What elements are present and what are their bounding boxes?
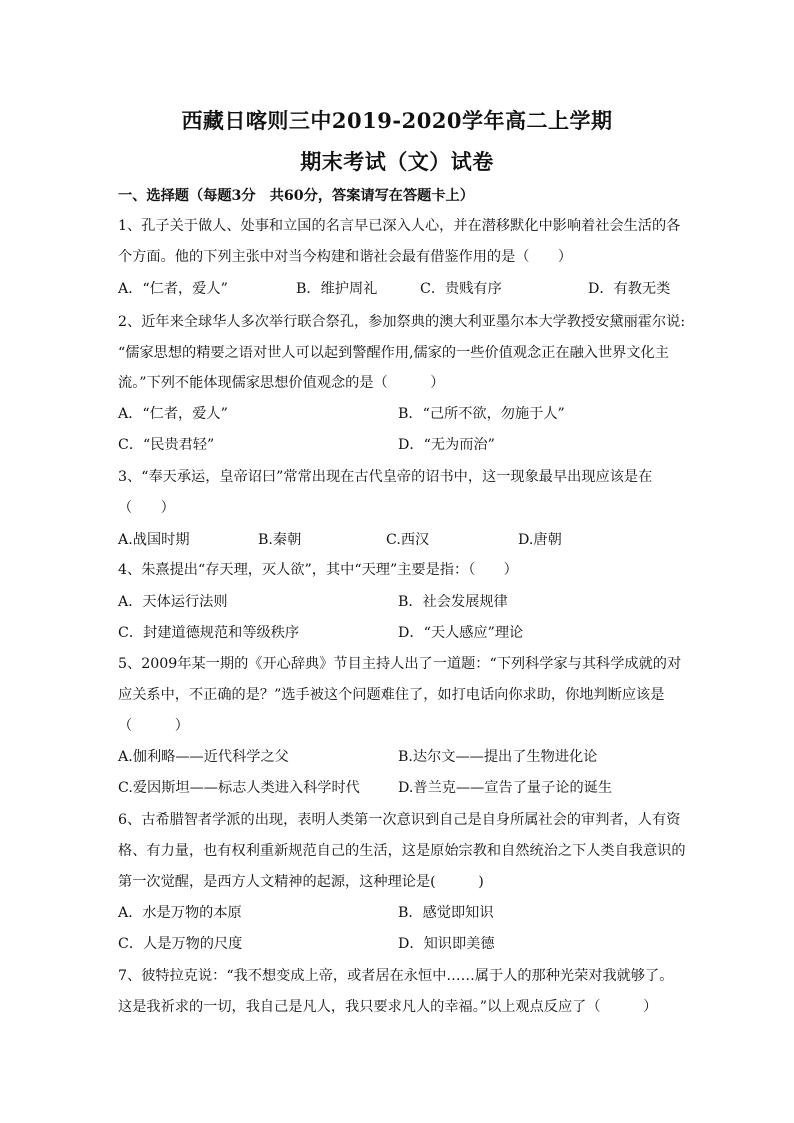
q7-stem-line1: 7、彼特拉克说：“我不想变成上帝，或者居在永恒中……属于人的那种光荣对我就够了。 [118, 968, 674, 984]
q7-stem-line2: 这是我祈求的一切，我自己是凡人，我只要求凡人的幸福。”以上观点反应了（ ） [118, 999, 658, 1015]
q3-option-a: A.战国时期 [118, 532, 190, 548]
q5-stem-line1: 5、2009年某一期的《开心辞典》节目主持人出了一道题：“下列科学家与其科学成就的对 [118, 656, 682, 672]
q6-option-d: D．知识即美德 [398, 936, 495, 952]
exam-title-line2: 期末考试（文）试卷 [300, 149, 494, 174]
q3-stem-line2: （ ） [118, 500, 175, 516]
q5-stem-line3: （ ） [118, 718, 189, 734]
q2-stem-line2: “儒家思想的精要之语对世人可以起到警醒作用,儒家的一些价值观念正在融入世界文化主 [118, 345, 669, 361]
q6-stem-line2: 格、有力量，也有权利重新规范自己的生活，这是原始宗教和自然统治之下人类自我意识的 [118, 843, 686, 859]
q6-option-a: A．水是万物的本原 [118, 905, 242, 921]
q1-option-c: C．贵贱有序 [420, 281, 502, 297]
q6-option-c: C．人是万物的尺度 [118, 936, 243, 952]
q4-option-c: C．封建道德规范和等级秩序 [118, 625, 300, 641]
q6-stem-line1: 6、古希腊智者学派的出现，表明人类第一次意识到自己是自身所属社会的审判者，人有资 [118, 812, 681, 828]
q1-option-a: A．“仁者，爱人” [118, 281, 228, 297]
q1-stem-line1: 1、孔子关于做人、处事和立国的名言早已深入人心，并在潜移默化中影响着社会生活的各 [118, 218, 681, 234]
q5-option-d: D.普兰克——宣告了量子论的诞生 [398, 780, 613, 796]
q3-option-b: B.秦朝 [258, 532, 302, 548]
q2-option-c: C．“民贵君轻” [118, 437, 215, 453]
q3-option-d: D.唐朝 [518, 532, 562, 548]
q4-stem-line1: 4、朱熹提出“存天理，灭人欲”，其中“天理”主要是指：（ ） [118, 562, 518, 578]
section-heading: 一、选择题（每题3分 共60分，答案请写在答题卡上） [118, 188, 474, 204]
q3-stem-line1: 3、“奉天承运，皇帝诏曰”常常出现在古代皇帝的诏书中，这一现象最早出现应该是在 [118, 469, 653, 485]
q4-option-d: D．“天人感应”理论 [398, 625, 524, 641]
q4-option-b: B．社会发展规律 [398, 594, 508, 610]
q5-option-b: B.达尔文——提出了生物进化论 [398, 749, 598, 765]
q1-option-d: D．有教无类 [588, 281, 671, 297]
q5-option-c: C.爱因斯坦——标志人类进入科学时代 [118, 780, 360, 796]
q6-stem-line3: 第一次觉醒，是西方人文精神的起源，这种理论是( ) [118, 874, 484, 890]
q1-stem-line2: 个方面。他的下列主张中对当今构建和谐社会最有借鉴作用的是（ ） [118, 249, 573, 265]
q2-option-b: B．“己所不欲，勿施于人” [398, 406, 565, 422]
q1-option-b: B．维护周礼 [296, 281, 378, 297]
q2-stem-line3: 流。”下列不能体现儒家思想价值观念的是（ ） [118, 375, 445, 391]
q3-option-c: C.西汉 [386, 532, 430, 548]
q5-option-a: A.伽利略——近代科学之父 [118, 749, 289, 765]
q4-option-a: A．天体运行法则 [118, 594, 228, 610]
q6-option-b: B．感觉即知识 [398, 905, 494, 921]
q5-stem-line2: 应关系中，不正确的是？”选手被这个问题难住了，如打电话向你求助，你地判断应该是 [118, 687, 665, 703]
q2-option-a: A．“仁者，爱人” [118, 406, 228, 422]
exam-title-line1: 西藏日喀则三中2019-2020学年高二上学期 [181, 108, 613, 133]
q2-stem-line1: 2、近年来全球华人多次举行联合祭孔，参加祭典的澳大利亚墨尔本大学教授安黛丽霍尔说: [118, 314, 686, 330]
q2-option-d: D．“无为而治” [398, 437, 495, 453]
